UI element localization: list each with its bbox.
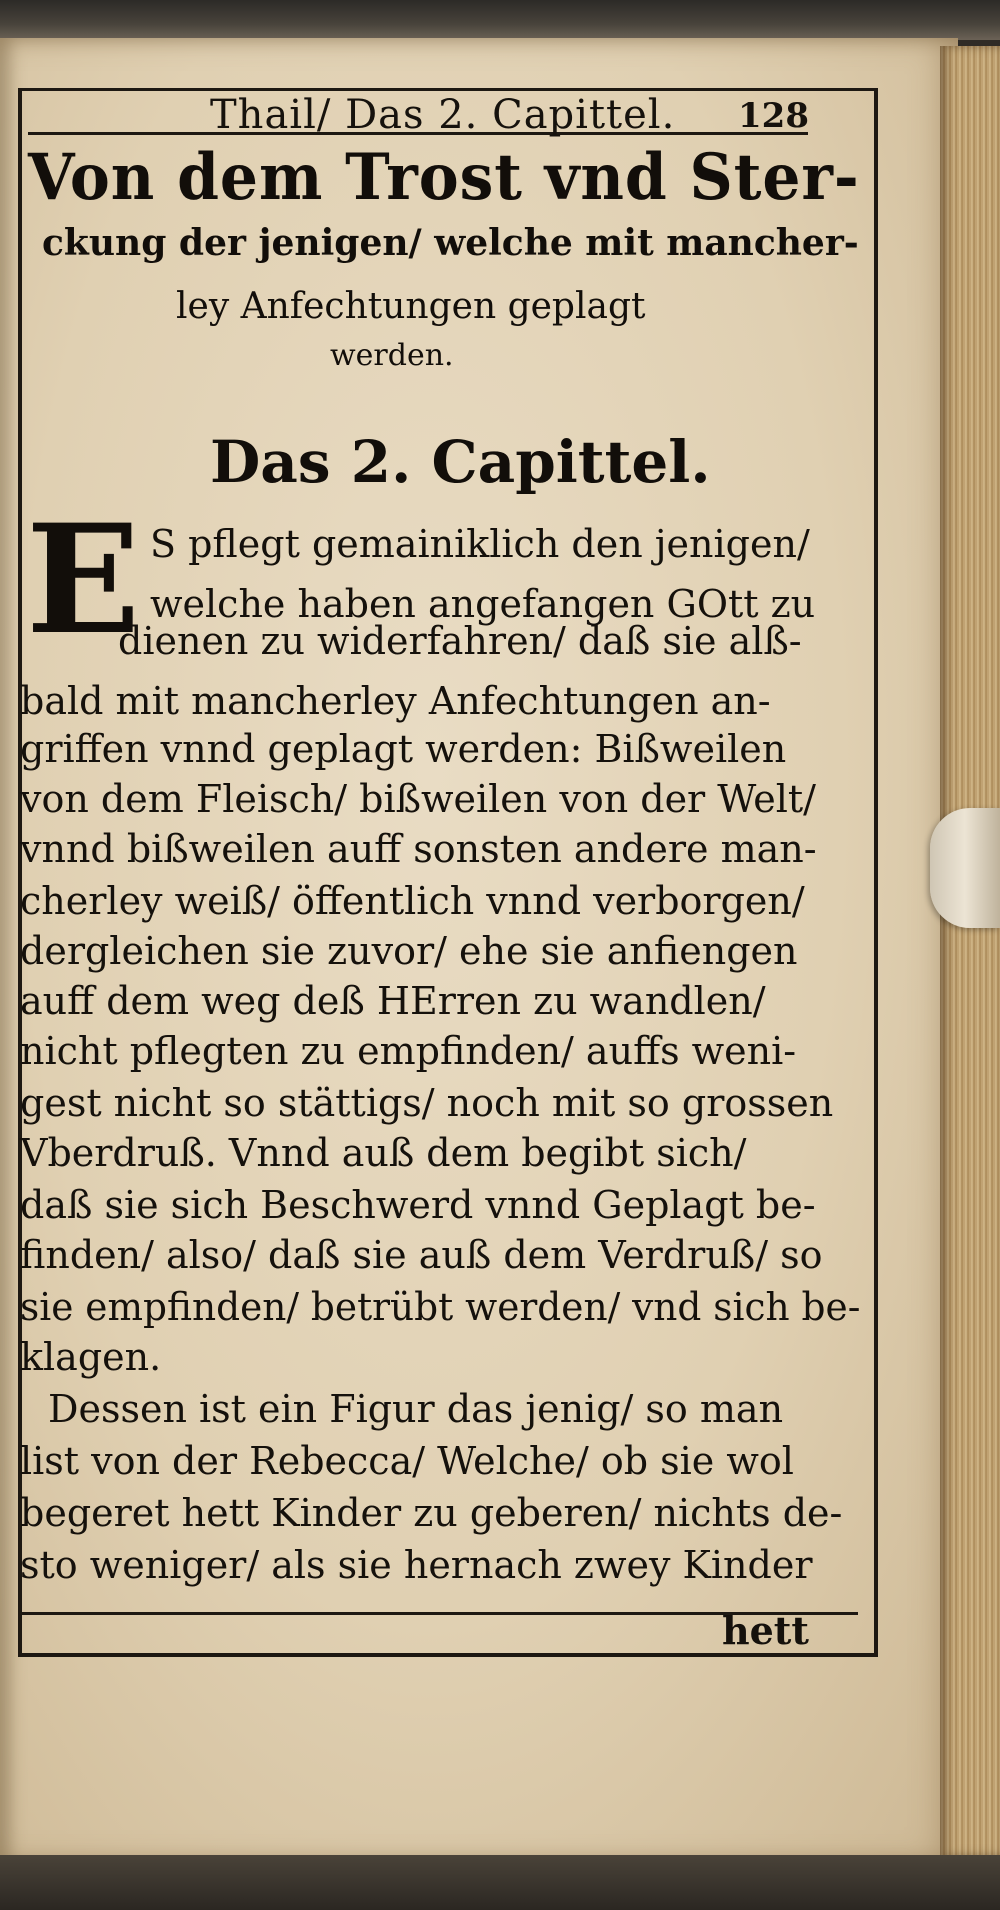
book-fore-edge (940, 46, 1000, 1856)
catchword: hett (722, 1608, 809, 1653)
title-line-4: werden. (330, 338, 454, 373)
body-line: griffen vnnd geplagt werden: Bißweilen (20, 727, 787, 771)
body-line: gest nicht so stättigs/ noch mit so grossen (20, 1081, 834, 1125)
running-head: Thail/ Das 2. Capittel. (210, 92, 676, 138)
body-line: list von der Rebecca/ Welche/ ob sie wol (20, 1439, 794, 1483)
body-line: nicht pflegten zu empfinden/ auffs weni- (20, 1029, 797, 1073)
body-line: dienen zu widerfahren/ daß sie alß- (118, 619, 802, 663)
body-line: finden/ also/ daß sie auß dem Verdruß/ so (20, 1233, 823, 1277)
body-line: begeret hett Kinder zu geberen/ nichts de- (20, 1491, 843, 1535)
body-line: vnnd bißweilen auff sonsten andere man- (20, 827, 817, 871)
book-cover-top (0, 0, 1000, 40)
body-line: Dessen ist ein Figur das jenig/ so man (48, 1387, 784, 1431)
body-line: daß sie sich Beschwerd vnnd Geplagt be- (20, 1183, 816, 1227)
body-line: dergleichen sie zuvor/ ehe sie anfiengen (20, 929, 798, 973)
body-line: welche haben angefangen GOtt zu (150, 582, 816, 626)
chapter-heading: Das 2. Capittel. (210, 428, 711, 496)
title-line-1: Von dem Trost vnd Ster- (28, 140, 860, 215)
body-line: S pflegt gemainiklich den jenigen/ (150, 522, 810, 566)
page-tab-marker (930, 808, 1000, 928)
body-line: sie empfinden/ betrübt werden/ vnd sich be- (20, 1285, 861, 1329)
title-line-3: ley Anfechtungen geplagt (176, 286, 646, 327)
title-line-2: ckung der jenigen/ welche mit mancher- (42, 222, 859, 264)
body-line: Vberdruß. Vnnd auß dem begibt sich/ (20, 1131, 747, 1175)
book-cover-bottom (0, 1855, 1000, 1910)
body-line: auff dem weg deß HErren zu wandlen/ (20, 979, 766, 1023)
body-line: cherley weiß/ öffentlich vnnd verborgen/ (20, 879, 805, 923)
body-line: sto weniger/ als sie hernach zwey Kinder (20, 1543, 813, 1587)
body-line: bald mit mancherley Anfechtungen an- (20, 679, 771, 723)
body-line: klagen. (20, 1335, 162, 1379)
drop-cap-initial: E (26, 492, 141, 668)
body-line: von dem Fleisch/ bißweilen von der Welt/ (20, 777, 816, 821)
page-number: 128 (738, 96, 809, 136)
